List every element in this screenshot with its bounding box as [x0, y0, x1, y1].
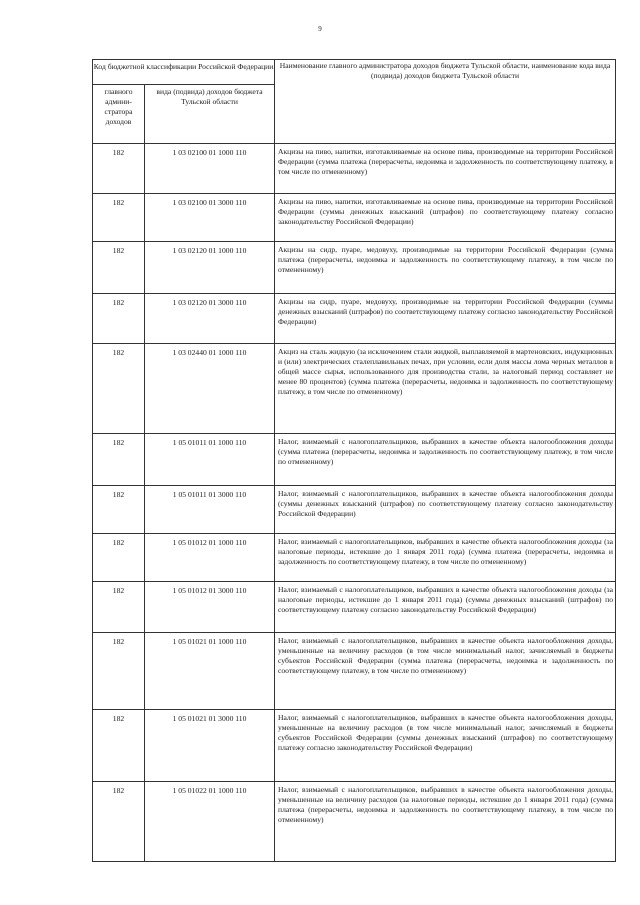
- revenue-code-cell: 1 05 01022 01 1000 110: [145, 782, 275, 862]
- table-row: [93, 434, 616, 486]
- admin-code-cell: 182: [93, 294, 145, 344]
- revenue-name-cell: Налог, взимаемый с налогоплательщиков, выбравших в качестве объекта налогообложения доходы, уменьшенные на величину расходов (за налоговые периоды, истекшие до 1 января 2011 года) (сумма платежа (перерасчеты, недоимка и задолженность по соответствующему платежу, в том числе по отмененному): [275, 782, 616, 862]
- kind-header: вида (подвида) доходов бюджета Тульской области: [145, 85, 275, 144]
- revenue-code-cell: 1 05 01021 01 1000 110: [145, 633, 275, 710]
- revenue-name-cell: Акциз на сталь жидкую (за исключением стали жидкой, выплавляемой в мартеновских, индукционных и (или) электрических сталеплавильных печах, при условии, если доля массы лома черных металлов в общей массе сырья, использованного для производства стали, за налоговый период составляет не менее 80 процентов) (сумма платежа (перерасчеты, недоимка и задолженность по соответствующему платежу, в том числе по отмененному): [275, 344, 616, 434]
- admin-code-cell: 182: [93, 344, 145, 434]
- admin-code-cell: 182: [93, 144, 145, 194]
- table-row: [93, 710, 616, 782]
- admin-code-cell: 182: [93, 782, 145, 862]
- revenue-name-cell: Налог, взимаемый с налогоплательщиков, выбравших в качестве объекта налогообложения доходы (за налоговые периоды, истекшие до 1 января 2011 года) (сумма платежа (перерасчеты, недоимка и задолженность по соответствующему платежу, в том числе по отмененному): [275, 534, 616, 582]
- table-row: [93, 633, 616, 710]
- revenue-code-cell: 1 03 02100 01 3000 110: [145, 194, 275, 242]
- revenue-name-cell: Налог, взимаемый с налогоплательщиков, выбравших в качестве объекта налогообложения доходы (суммы денежных взысканий (штрафов) по соответствующему платежу согласно законодательству Российской Федерации): [275, 486, 616, 534]
- revenue-name-cell: Налог, взимаемый с налогоплательщиков, выбравших в качестве объекта налогообложения доходы (за налоговые периоды, истекшие до 1 января 2011 года) (суммы денежных взысканий (штрафов) по соответствующему платежу согласно законодательству Российской Федерации): [275, 582, 616, 633]
- revenue-code-cell: 1 03 02100 01 1000 110: [145, 144, 275, 194]
- admin-code-cell: 182: [93, 582, 145, 633]
- admin-code-cell: 182: [93, 242, 145, 294]
- revenue-name-cell: Акцизы на пиво, напитки, изготавливаемые на основе пива, производимые на территории Российской Федерации (сумма платежа (перерасчеты, недоимка и задолженность по соответствующему платежу, в том числе по отмененному): [275, 144, 616, 194]
- admin-code-cell: 182: [93, 710, 145, 782]
- table-row: [93, 582, 616, 633]
- revenue-name-cell: Акцизы на пиво, напитки, изготавливаемые на основе пива, производимые на территории Российской Федерации (суммы денежных взысканий (штрафов) по соответствующему платежу согласно законодательству Российской Федерации): [275, 194, 616, 242]
- revenue-code-cell: 1 03 02120 01 3000 110: [145, 294, 275, 344]
- table-row: [93, 782, 616, 862]
- revenue-code-cell: 1 05 01021 01 3000 110: [145, 710, 275, 782]
- admin-header: главного админи-стратора доходов: [93, 85, 145, 144]
- table-row: [93, 486, 616, 534]
- table-row: [93, 344, 616, 434]
- revenue-code-cell: 1 05 01012 01 1000 110: [145, 534, 275, 582]
- revenue-code-cell: 1 05 01011 01 3000 110: [145, 486, 275, 534]
- revenue-name-cell: Акцизы на сидр, пуаре, медовуху, производимые на территории Российской Федерации (сумма платежа (перерасчеты, недоимка и задолженность по соответствующему платежу, в том числе по отмененному): [275, 242, 616, 294]
- revenue-code-cell: 1 03 02440 01 1000 110: [145, 344, 275, 434]
- table-row: [93, 194, 616, 242]
- admin-code-cell: 182: [93, 194, 145, 242]
- revenue-name-cell: Налог, взимаемый с налогоплательщиков, выбравших в качестве объекта налогообложения доходы (сумма платежа (перерасчеты, недоимка и задолженность по соответствующему платежу, в том числе по отмененному): [275, 434, 616, 486]
- admin-code-cell: 182: [93, 633, 145, 710]
- revenue-code-cell: 1 03 02120 01 1000 110: [145, 242, 275, 294]
- revenue-name-cell: Налог, взимаемый с налогоплательщиков, выбравших в качестве объекта налогообложения доходы, уменьшенные на величину расходов (в том числе минимальный налог, зачисляемый в бюджеты субъектов Российской Федерации (сумма платежа (перерасчеты, недоимка и задолженность по соответствующему платежу, в том числе по отмененному): [275, 633, 616, 710]
- revenue-name-cell: Акцизы на сидр, пуаре, медовуху, производимые на территории Российской Федерации (суммы денежных взысканий (штрафов) по соответствующему платежу согласно законодательству Российской Федерации): [275, 294, 616, 344]
- admin-code-cell: 182: [93, 434, 145, 486]
- revenue-codes-table: [92, 59, 616, 862]
- name-header: Наименование главного администратора доходов бюджета Тульской области, наименование кода вида (подвида) доходов бюджета Тульской области: [275, 60, 616, 144]
- revenue-code-cell: 1 05 01011 01 1000 110: [145, 434, 275, 486]
- admin-code-cell: 182: [93, 486, 145, 534]
- revenue-code-cell: 1 05 01012 01 3000 110: [145, 582, 275, 633]
- table-row: [93, 534, 616, 582]
- table-row: [93, 144, 616, 194]
- table-body: [93, 144, 616, 862]
- table-row: [93, 294, 616, 344]
- header-row: [93, 60, 616, 85]
- kbk-header: Код бюджетной классификации Российской Федерации: [93, 60, 275, 85]
- table-row: [93, 242, 616, 294]
- revenue-name-cell: Налог, взимаемый с налогоплательщиков, выбравших в качестве объекта налогообложения доходы, уменьшенные на величину расходов (в том числе минимальный налог, зачисляемый в бюджеты субъектов Российской Федерации (суммы денежных взысканий (штрафов) по соответствующему платежу согласно законодательству Российской Федерации): [275, 710, 616, 782]
- admin-code-cell: 182: [93, 534, 145, 582]
- page-number: 9: [318, 25, 322, 33]
